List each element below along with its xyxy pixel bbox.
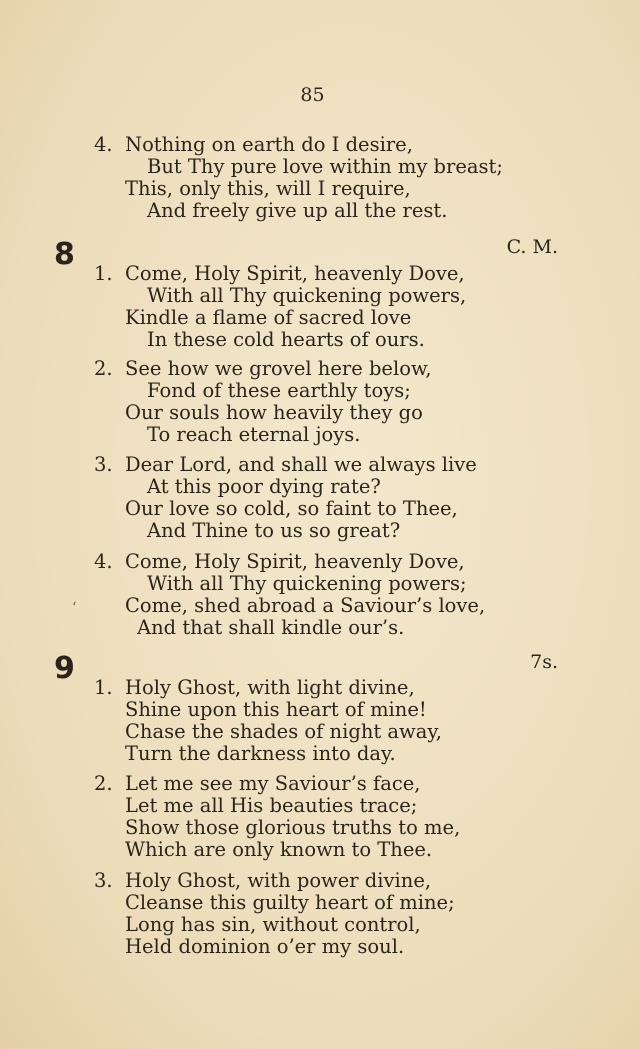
verse-9-3 — [94, 870, 564, 958]
verse-line: 3. Holy Ghost, with power divine, — [94, 869, 432, 892]
verse-8-1 — [94, 263, 564, 351]
verse-line: Our love so cold, so faint to Thee, — [125, 497, 458, 520]
paper-speck: ʻ — [72, 600, 77, 616]
verse-line: With all Thy quickening powers; — [147, 572, 467, 595]
verse-line: At this poor dying rate? — [147, 475, 381, 498]
verse-line: Show those glorious truths to me, — [125, 816, 461, 839]
hymn-meter: C. M. — [506, 236, 558, 258]
verse-line: 2. See how we grovel here below, — [94, 357, 432, 380]
hymn-number: 8 — [54, 237, 75, 272]
verse-line: Cleanse this guilty heart of mine; — [125, 891, 455, 914]
verse-line: Turn the darkness into day. — [125, 742, 396, 765]
verse-line: Kindle a flame of sacred love — [125, 306, 412, 329]
verse-line: And that shall kindle our’s. — [137, 616, 405, 639]
verse-number: 3. — [94, 869, 113, 892]
verse-line: With all Thy quickening powers, — [147, 284, 467, 307]
verse-line: Let me all His beauties trace; — [125, 794, 418, 817]
hymn-number: 9 — [54, 651, 75, 686]
verse-line: 3. Dear Lord, and shall we always live — [94, 453, 477, 476]
verse-8-4 — [94, 551, 564, 639]
verse-number: 3. — [94, 453, 113, 476]
verse-line: Chase the shades of night away, — [125, 720, 442, 743]
verse-number: 4. — [94, 550, 113, 573]
verse-line: But Thy pure love within my breast; — [147, 155, 503, 178]
verse-line: 4. Nothing on earth do I desire, — [94, 133, 413, 156]
verse-line: This, only this, will I require, — [125, 177, 411, 200]
verse-line: Our souls how heavily they go — [125, 401, 423, 424]
verse-prev-4 — [94, 134, 564, 222]
verse-number: 4. — [94, 133, 113, 156]
verse-line: Come, shed abroad a Saviour’s love, — [125, 594, 486, 617]
page-number: 85 — [300, 84, 325, 106]
verse-line: Held dominion o’er my soul. — [125, 935, 405, 958]
verse-line: 1. Holy Ghost, with light divine, — [94, 676, 415, 699]
verse-line: In these cold hearts of ours. — [147, 328, 425, 351]
verse-line: 4. Come, Holy Spirit, heavenly Dove, — [94, 550, 465, 573]
verse-number: 1. — [94, 262, 113, 285]
verse-number: 1. — [94, 676, 113, 699]
verse-number: 2. — [94, 357, 113, 380]
verse-line: And freely give up all the rest. — [147, 199, 448, 222]
verse-number: 2. — [94, 772, 113, 795]
verse-9-2 — [94, 773, 564, 861]
verse-line: Fond of these earthly toys; — [147, 379, 411, 402]
verse-line: 2. Let me see my Saviour’s face, — [94, 772, 421, 795]
verse-line: And Thine to us so great? — [147, 519, 401, 542]
verse-8-2 — [94, 358, 564, 446]
verse-line: Long has sin, without control, — [125, 913, 421, 936]
hymn-meter: 7s. — [530, 651, 558, 673]
verse-line: To reach eternal joys. — [147, 423, 361, 446]
verse-line: 1. Come, Holy Spirit, heavenly Dove, — [94, 262, 465, 285]
verse-line: Shine upon this heart of mine! — [125, 698, 427, 721]
verse-9-1 — [94, 677, 564, 765]
verse-line: Which are only known to Thee. — [125, 838, 433, 861]
verse-8-3 — [94, 454, 564, 542]
